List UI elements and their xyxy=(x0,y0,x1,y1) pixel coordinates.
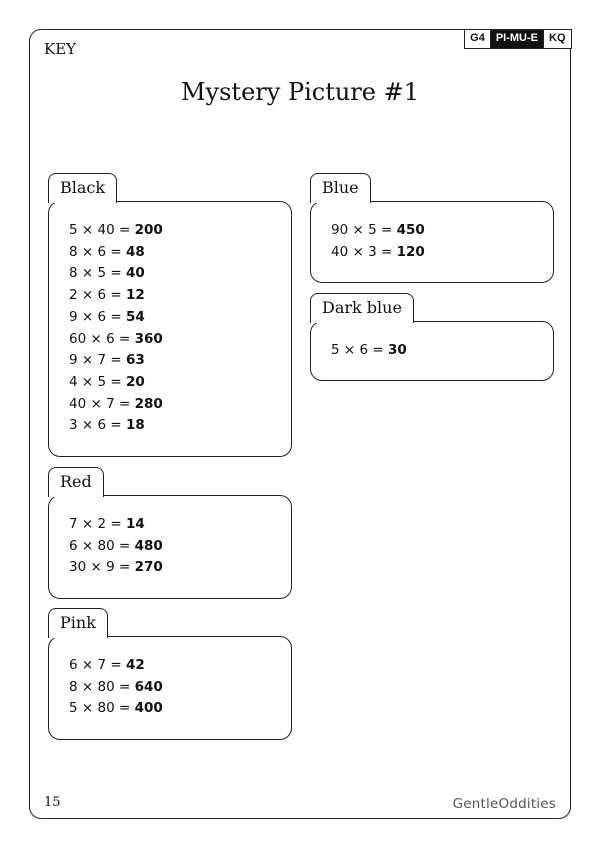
color-label: Black xyxy=(48,173,117,203)
equation: 8 × 5 = 40 xyxy=(69,265,145,282)
equation: 40 × 7 = 280 xyxy=(69,395,163,412)
color-label: Blue xyxy=(310,173,371,203)
page-title: Mystery Picture #1 xyxy=(180,78,419,106)
equation: 9 × 6 = 54 xyxy=(69,308,145,325)
equation: 2 × 6 = 12 xyxy=(69,287,145,304)
equation: 7 × 2 = 14 xyxy=(69,516,145,532)
equation-box xyxy=(48,201,292,457)
equation-box xyxy=(48,636,292,740)
equation: 9 × 7 = 63 xyxy=(69,352,145,369)
equation: 60 × 6 = 360 xyxy=(69,330,163,347)
color-label: Dark blue xyxy=(310,293,414,323)
equation: 90 × 5 = 450 xyxy=(331,222,425,238)
equation: 5 × 40 = 200 xyxy=(69,222,163,238)
grade-code-badges xyxy=(464,29,571,49)
version-code: KQ xyxy=(544,30,571,48)
grade-code: G4 xyxy=(465,30,490,48)
topic-code: PI-MU-E xyxy=(490,30,544,48)
equation: 8 × 6 = 48 xyxy=(69,243,145,260)
equation: 40 × 3 = 120 xyxy=(331,243,425,260)
equation: 4 × 5 = 20 xyxy=(69,373,145,390)
equation: 6 × 80 = 480 xyxy=(69,537,163,554)
equation: 5 × 80 = 400 xyxy=(69,700,163,717)
equation-box xyxy=(310,201,554,283)
equation: 30 × 9 = 270 xyxy=(69,559,163,576)
equation: 8 × 80 = 640 xyxy=(69,678,163,695)
equation-box xyxy=(310,321,554,381)
color-label: Red xyxy=(48,467,104,497)
equation-box xyxy=(48,495,292,599)
color-label: Pink xyxy=(48,608,108,638)
equation: 3 × 6 = 18 xyxy=(69,417,145,434)
page-number: 15 xyxy=(44,795,61,810)
equation: 6 × 7 = 42 xyxy=(69,657,145,673)
key-label: KEY xyxy=(44,40,77,58)
brand-logo: GentleOddities xyxy=(452,796,556,812)
equation: 5 × 6 = 30 xyxy=(331,342,407,358)
